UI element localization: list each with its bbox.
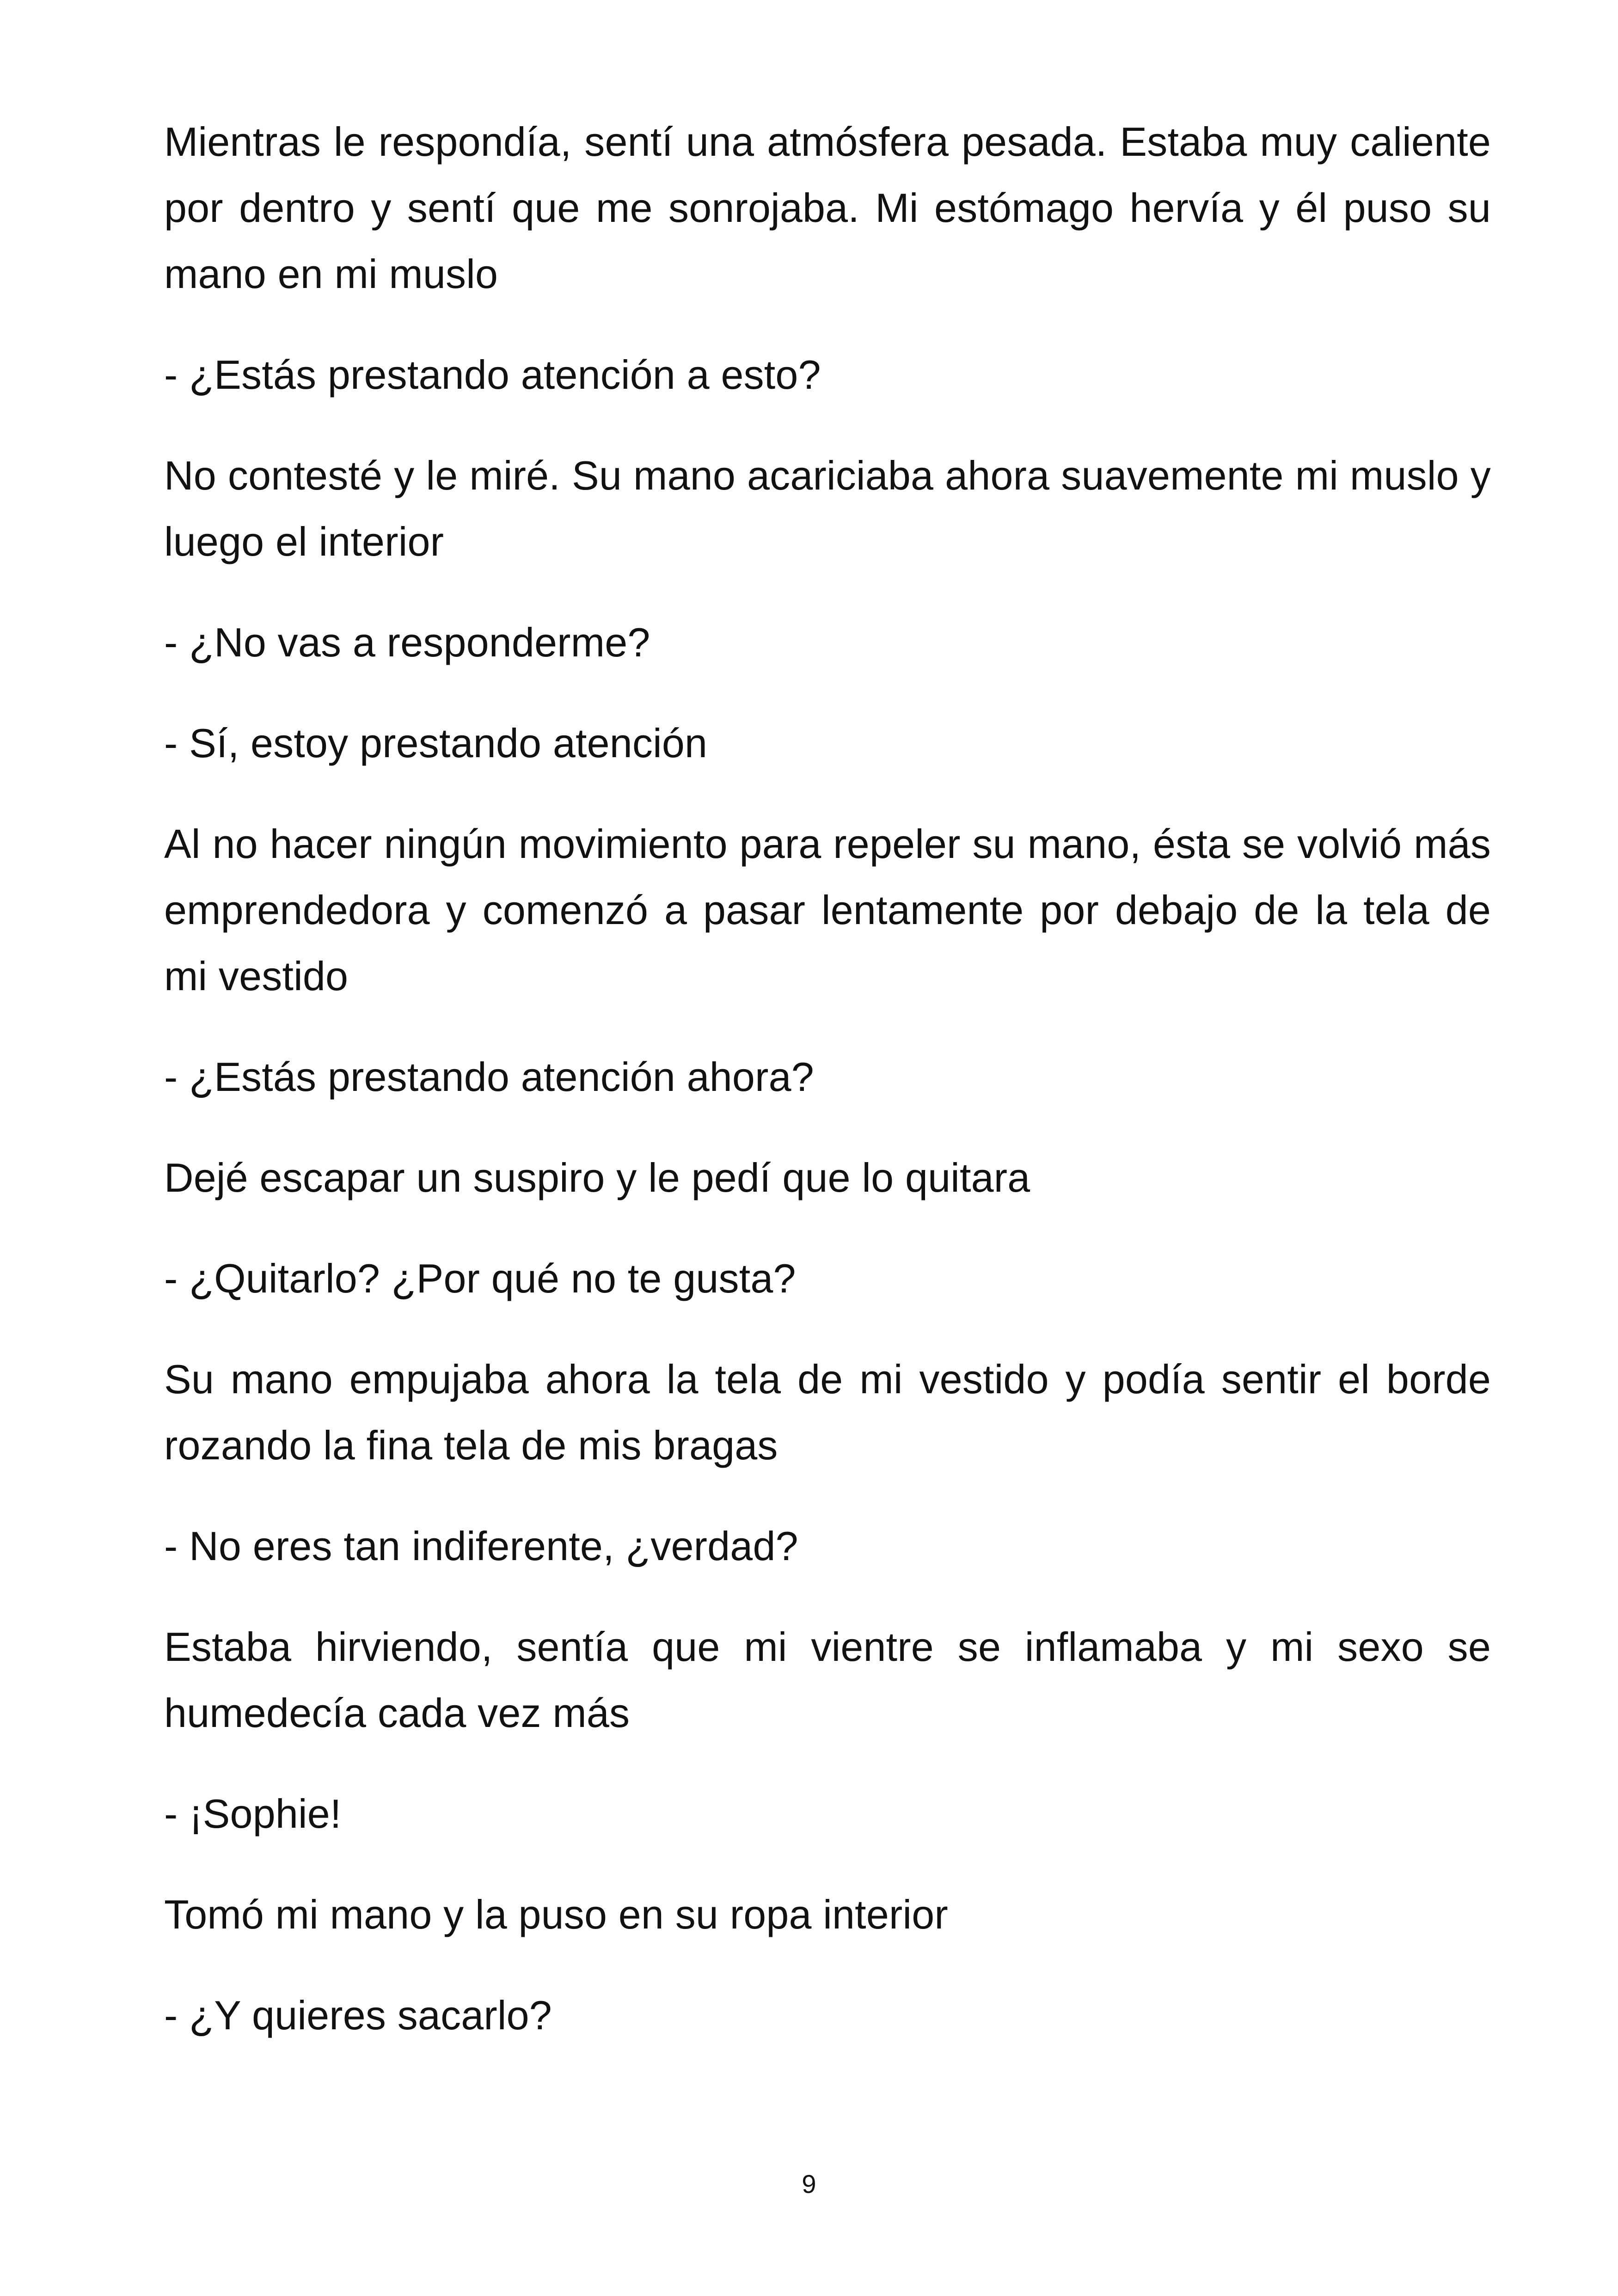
body-text <box>164 109 1491 2083</box>
dialogue-line: - ¿No vas a responderme? <box>164 619 650 665</box>
paragraph: Dejé escapar un suspiro y le pedí que lo quitara <box>164 1155 1030 1200</box>
page-number: 9 <box>802 2169 816 2198</box>
dialogue-line: - ¿Estás prestando atención ahora? <box>164 1054 814 1100</box>
dialogue-line: - ¿Quitarlo? ¿Por qué no te gusta? <box>164 1255 796 1301</box>
paragraph: No contesté y le miré. Su mano acariciaba ahora suavemente mi muslo y luego el interior <box>164 453 1491 564</box>
paragraph: Tomó mi mano y la puso en su ropa interior <box>164 1892 948 1937</box>
dialogue-line: - Sí, estoy prestando atención <box>164 720 708 766</box>
dialogue-line: - No eres tan indiferente, ¿verdad? <box>164 1523 798 1569</box>
paragraph: Mientras le respondía, sentí una atmósfera pesada. Estaba muy caliente por dentro y sentí que me sonrojaba. Mi estómago hervía y él puso su mano en mi muslo <box>164 119 1491 297</box>
dialogue-line: - ¡Sophie! <box>164 1791 342 1837</box>
paragraph: Estaba hirviendo, sentía que mi vientre se inflamaba y mi sexo se humedecía cada vez más <box>164 1624 1491 1736</box>
dialogue-line: - ¿Y quieres sacarlo? <box>164 1992 552 2038</box>
paragraph: Su mano empujaba ahora la tela de mi vestido y podía sentir el borde rozando la fina tela de mis bragas <box>164 1356 1491 1468</box>
paragraph: Al no hacer ningún movimiento para repeler su mano, ésta se volvió más emprendedora y comenzó a pasar lentamente por debajo de la tela de mi vestido <box>164 821 1491 999</box>
dialogue-line: - ¿Estás prestando atención a esto? <box>164 352 821 398</box>
